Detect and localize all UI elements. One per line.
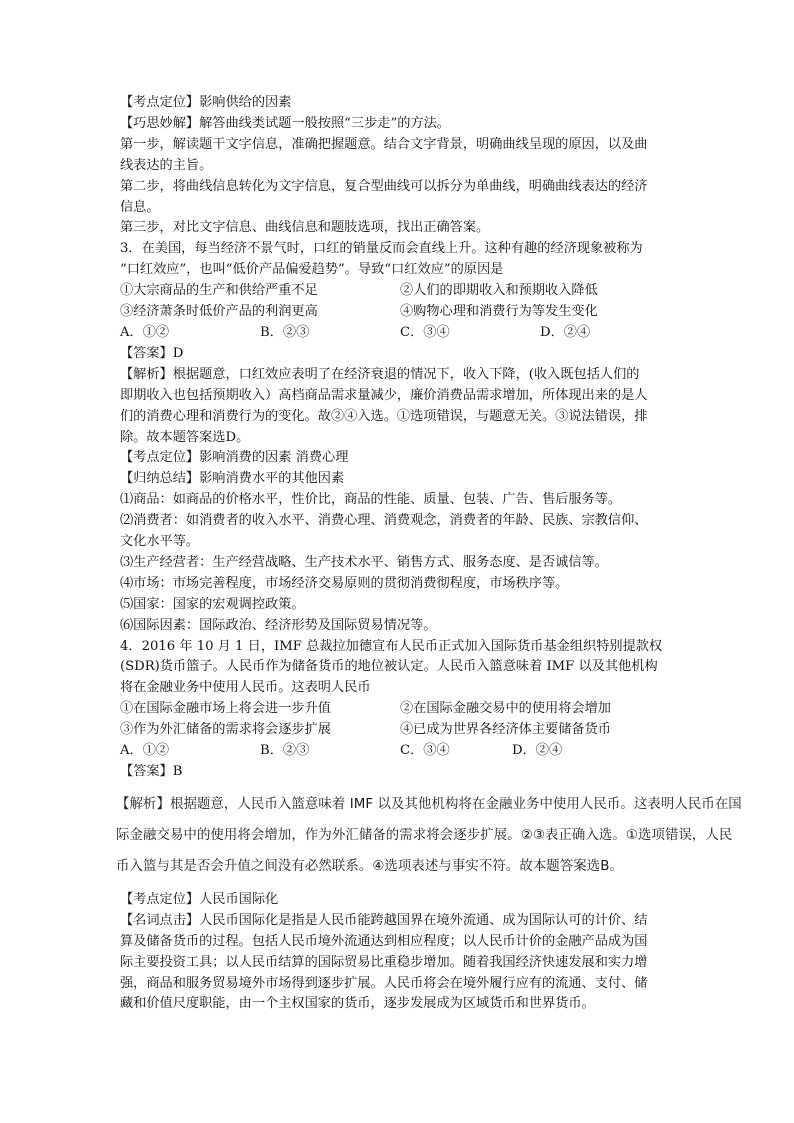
answer-line: 【答案】D (120, 345, 184, 361)
text-line: 信息。 (120, 199, 160, 215)
text-line: 【考点定位】影响供给的因素 (120, 95, 292, 110)
option-row (120, 699, 680, 720)
option-row (120, 720, 680, 741)
text-line: 际主要投资工具；以人民币结算的国际贸易比重稳步增加。随着我国经济快速发展和实力增 (120, 954, 648, 970)
option-2: ②在国际金融交易中的使用将会增加 (400, 701, 611, 717)
analysis-line: 际金融交易中的使用将会增加，作为外汇储备的需求将会逐步扩展。②③表正确入选。①选项错误，人民 (116, 827, 733, 843)
text-line: 文化水平等。 (120, 534, 200, 550)
answer-line: 【答案】B (120, 764, 183, 779)
question-stem: 3．在美国，每当经济不景气时，口红的销量反而会直线上升。这种有趣的经济现象被称为 (120, 241, 643, 257)
text-line: 【归纳总结】影响消费水平的其他因素 (120, 471, 345, 487)
choice-b: B．②③ (260, 743, 310, 759)
text-line: ⑵消费者：如消费者的收入水平、消费心理、消费观念，消费者的年龄、民族、宗教信仰、 (120, 513, 648, 529)
option-3: ③作为外汇储备的需求将会逐步扩展 (120, 722, 331, 738)
text-line: 线表达的主旨。 (120, 157, 213, 173)
text-line: 第一步，解读题干文字信息，准确把握题意。结合文字背景，明确曲线呈现的原因，以及曲 (120, 136, 648, 152)
choice-d: D．②④ (512, 743, 563, 759)
question-stem: “口红效应”，也叫“低价产品偏爱趋势”。导致“口红效应”的原因是 (120, 262, 504, 278)
tips-section (120, 93, 680, 239)
choice-d: D．②④ (540, 324, 591, 340)
analysis-line: 币入篮与其是否会升值之间没有必然联系。④选项表述与事实不符。故本题答案选B。 (116, 858, 624, 874)
option-4: ④已成为世界各经济体主要储备货币 (400, 722, 611, 738)
text-line: ⑸国家：国家的宏观调控政策。 (120, 596, 305, 612)
question-3 (120, 239, 680, 636)
document-page (116, 93, 742, 1015)
text-line: 【考点定位】影响消费的因素 消费心理 (120, 450, 349, 466)
choice-c: C．③④ (400, 743, 450, 759)
text-line: 算及储备货币的过程。包括人民币境外流通达到相应程度；以人民币计价的金融产品成为国 (120, 933, 648, 949)
option-row (120, 281, 680, 302)
text-line: 藏和价值尺度职能，由一个主权国家的货币，逐步发展成为区域货币和世界货币。 (120, 996, 595, 1012)
text-line: ⑷市场：市场完善程度，市场经济交易原则的贯彻消费彻程度，市场秩序等。 (120, 575, 569, 591)
option-4: ④购物心理和消费行为等发生变化 (400, 304, 598, 320)
analysis-scanned-block (116, 789, 742, 882)
question-stem: (SDR)货币篮子。人民币作为储备货币的地位被认定。人民币入篮意味着 IMF 以及其他机构 (120, 659, 658, 675)
analysis-line: 【解析】根据题意，人民币入篮意味着 IMF 以及其他机构将在金融业务中使用人民币。这表明人民币在国 (116, 796, 742, 812)
option-1: ①在国际金融市场上将会进一步升值 (120, 701, 331, 717)
option-row (120, 302, 680, 323)
choice-c: C．③④ (400, 324, 450, 340)
analysis-line: 即期收入也包括预期收入）高档商品需求量减少，廉价消费品需求增加，所体现出来的是人 (120, 387, 648, 403)
text-line: 【考点定位】人民币国际化 (120, 891, 279, 907)
analysis-line: 【解析】根据题意，口红效应表明了在经济衰退的情况下，收入下降，(收入既包括人们的 (120, 366, 640, 382)
question-stem: 将在金融业务中使用人民币。这表明人民币 (120, 680, 371, 696)
text-line: 【巧思妙解】解答曲线类试题一般按照“三步走”的方法。 (120, 115, 450, 131)
text-line: ⑴商品：如商品的价格水平，性价比，商品的性能、质量、包装、广告、售后服务等。 (120, 492, 622, 508)
text-line: 强，商品和服务贸易境外市场得到逐步扩展。人民币将会在境外履行应有的流通、支付、储 (120, 975, 648, 991)
text-line: 第三步，对比文字信息、曲线信息和题肢选项，找出正确答案。 (120, 220, 490, 236)
text-line: 第二步，将曲线信息转化为文字信息，复合型曲线可以拆分为单曲线，明确曲线表达的经济 (120, 178, 648, 194)
choice-a: A．①② (120, 743, 170, 759)
choice-a: A．①② (120, 324, 170, 340)
analysis-line: 们的消费心理和消费行为的变化。故②④入选。①选项错误，与题意无关。③说法错误，排 (120, 408, 648, 424)
question-stem: 4．2016 年 10 月 1 日，IMF 总裁拉加德宣布人民币正式加入国际货币基金组织特别提款权 (120, 638, 663, 654)
choice-row (120, 323, 680, 344)
choice-b: B．②③ (260, 324, 310, 340)
option-1: ①大宗商品的生产和供给严重不足 (120, 283, 318, 299)
text-line: 【名词点击】人民币国际化是指是人民币能跨越国界在境外流通、成为国际认可的计价、结 (120, 912, 648, 928)
text-line: ⑶生产经营者：生产经营战略、生产技术水平、销售方式、服务态度、是否诚信等。 (120, 554, 608, 570)
option-2: ②人们的即期收入和预期收入降低 (400, 283, 598, 299)
text-line: ⑹国际因素：国际政治、经济形势及国际贸易情况等。 (120, 617, 437, 633)
choice-row (120, 741, 680, 762)
question-4 (116, 637, 742, 1016)
option-3: ③经济萧条时低价产品的利润更高 (120, 304, 318, 320)
analysis-line: 除。故本题答案选D。 (120, 429, 250, 445)
